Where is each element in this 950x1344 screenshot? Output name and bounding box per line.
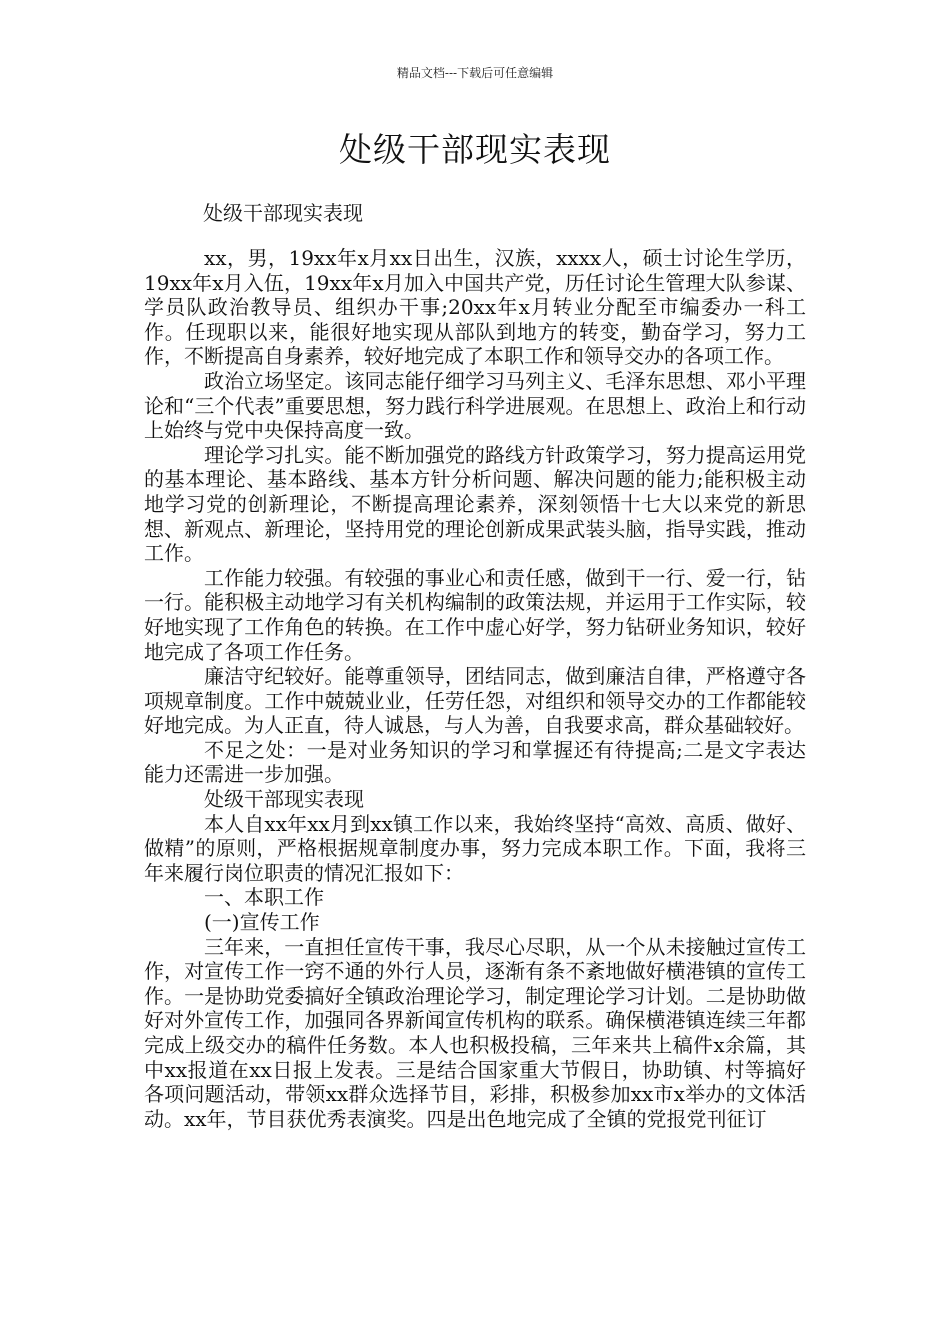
document-subtitle: 处级干部现实表现 [203, 201, 363, 225]
paragraph-intro: xx，男，19xx年x月xx日出生，汉族，xxxx人，硕士讨论生学历，19xx年x月入伍，19xx年x月加入中国共产党，历任讨论生管理大队参谋、学员队政治教导员、组织办干事;20xx年x月转业分配至市编委办一科工作。任现职以来，能很好地实现从部队到地方的转变，勤奋学习，努力工作，不断提高自身素养，较好地完成了本职工作和领导交办的各项工作。 [144, 246, 806, 369]
paragraph-theory: 理论学习扎实。能不断加强党的路线方针政策学习，努力提高运用党的基本理论、基本路线、基本方针分析问题、解决问题的能力;能积极主动地学习党的创新理论，不断提高理论素养，深刻领悟十七大以来党的新思想、新观点、新理论，坚持用党的理论创新成果武装头脑，指导实践，推动工作。 [144, 442, 806, 566]
paragraph-shortcomings: 不足之处：一是对业务知识的学习和掌握还有待提高;二是文字表达能力还需进一步加强。 [144, 737, 806, 787]
subsection-heading-publicity: (一)宣传工作 [204, 910, 320, 935]
document-body [144, 246, 806, 1131]
paragraph-ability: 工作能力较强。有较强的事业心和责任感，做到干一行、爱一行，钻一行。能积极主动地学习有关机构编制的政策法规，并运用于工作实际，较好地实现了工作角色的转换。在工作中虚心好学，努力钻研业务知识，较好地完成了各项工作任务。 [144, 565, 806, 664]
document-title: 处级干部现实表现 [339, 130, 611, 169]
paragraph-integrity: 廉洁守纪较好。能尊重领导，团结同志，做到廉洁自律，严格遵守各项规章制度。工作中兢兢业业，任劳任怨，对组织和领导交办的工作都能较好地完成。为人正直，待人诚恳，与人为善，自我要求高，群众基础较好。 [144, 664, 806, 738]
section-heading: 处级干部现实表现 [204, 787, 364, 812]
page-header: 精品文档---下载后可任意编辑 [396, 66, 554, 80]
section-heading-duties: 一、本职工作 [204, 885, 324, 910]
paragraph-political: 政治立场坚定。该同志能仔细学习马列主义、毛泽东思想、邓小平理论和“三个代表”重要思想，努力践行科学进展观。在思想上、政治上和行动上始终与党中央保持高度一致。 [144, 368, 806, 443]
paragraph-publicity-work: 三年来，一直担任宣传干事，我尽心尽职，从一个从未接触过宣传工作，对宣传工作一窍不通的外行人员，逐渐有条不紊地做好横港镇的宣传工作。一是协助党委搞好全镇政治理论学习，制定理论学习计划。二是协助做好对外宣传工作，加强同各界新闻宣传机构的联系。确保横港镇连续三年都完成上级交办的稿件任务数。本人也积极投稿，三年来共上稿件x余篇，其中xx报道在xx日报上发表。三是结合国家重大节假日，协助镇、村等搞好各项问题活动，带领xx群众选择节目，彩排，积极参加xx市x举办的文体活动。xx年，节目获优秀表演奖。四是出色地完成了全镇的党报党刊征订 [144, 934, 806, 1131]
paragraph-report-intro: 本人自xx年xx月到xx镇工作以来，我始终坚持“高效、高质、做好、做精”的原则，严格根据规章制度办事，努力完成本职工作。下面，我将三年来履行岗位职责的情况汇报如下： [144, 811, 806, 885]
